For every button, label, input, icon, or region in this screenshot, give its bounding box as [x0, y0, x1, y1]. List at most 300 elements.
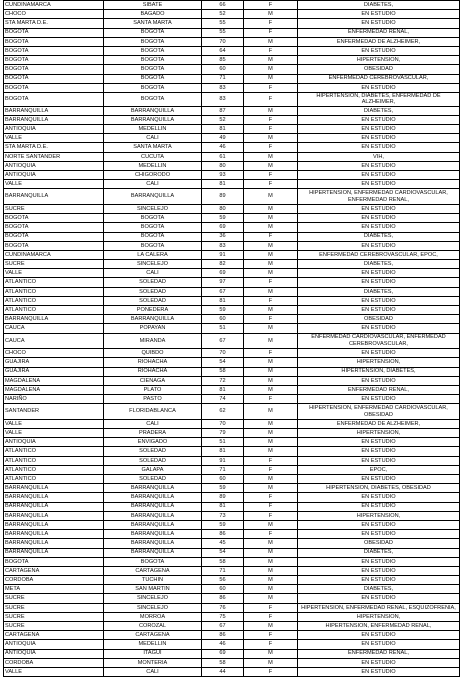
sex-cell: M: [244, 324, 298, 333]
municipality-cell: LA CALERA: [104, 250, 202, 259]
age-cell: 58: [202, 367, 244, 376]
age-cell: 76: [202, 603, 244, 612]
sex-cell: F: [244, 349, 298, 358]
department-cell: SUCRE: [4, 612, 104, 621]
diagnosis-cell: EN ESTUDIO: [298, 667, 460, 676]
table-row: [4, 19, 460, 28]
table-row: [4, 287, 460, 296]
municipality-cell: COROZAL: [104, 622, 202, 631]
sex-cell: M: [244, 594, 298, 603]
table-row: [4, 204, 460, 213]
age-cell: 54: [202, 548, 244, 557]
sex-cell: M: [244, 10, 298, 19]
table-row: [4, 429, 460, 438]
age-cell: 62: [202, 404, 244, 420]
age-cell: 54: [202, 358, 244, 367]
municipality-cell: SOLEDAD: [104, 475, 202, 484]
table-row: [4, 83, 460, 92]
diagnosis-cell: EN ESTUDIO: [298, 594, 460, 603]
sex-cell: M: [244, 419, 298, 428]
sex-cell: F: [244, 530, 298, 539]
municipality-cell: MIRANDA: [104, 333, 202, 349]
table-row: [4, 358, 460, 367]
diagnosis-cell: DIABETES,: [298, 585, 460, 594]
diagnosis-cell: OBESIDAD: [298, 539, 460, 548]
municipality-cell: TUCHIN: [104, 576, 202, 585]
municipality-cell: BOGOTA: [104, 214, 202, 223]
municipality-cell: PLATO: [104, 385, 202, 394]
age-cell: 81: [202, 385, 244, 394]
department-cell: CUNDINAMARCA: [4, 1, 104, 10]
sex-cell: F: [244, 502, 298, 511]
sex-cell: M: [244, 204, 298, 213]
table-row: [4, 180, 460, 189]
municipality-cell: BARRANQUILLA: [104, 548, 202, 557]
diagnosis-cell: VIH,: [298, 152, 460, 161]
sex-cell: M: [244, 475, 298, 484]
diagnosis-cell: EN ESTUDIO: [298, 349, 460, 358]
age-cell: 36: [202, 232, 244, 241]
department-cell: ANTIOQUIA: [4, 125, 104, 134]
municipality-cell: BARRANQUILLA: [104, 493, 202, 502]
table-row: [4, 566, 460, 575]
table-row: [4, 419, 460, 428]
diagnosis-cell: ENFERMEDAD RENAL,: [298, 28, 460, 37]
diagnosis-cell: DIABETES,: [298, 287, 460, 296]
sex-cell: M: [244, 74, 298, 83]
sex-cell: F: [244, 180, 298, 189]
table-row: [4, 46, 460, 55]
municipality-cell: BARRANQUILLA: [104, 502, 202, 511]
sex-cell: F: [244, 46, 298, 55]
department-cell: ATLANTICO: [4, 465, 104, 474]
diagnosis-cell: EN ESTUDIO: [298, 180, 460, 189]
age-cell: 80: [202, 204, 244, 213]
sex-cell: M: [244, 287, 298, 296]
table-row: [4, 612, 460, 621]
department-cell: ATLANTICO: [4, 306, 104, 315]
table-row: [4, 333, 460, 349]
sex-cell: F: [244, 83, 298, 92]
table-row: [4, 376, 460, 385]
sex-cell: M: [244, 161, 298, 170]
municipality-cell: BARRANQUILLA: [104, 520, 202, 529]
municipality-cell: BOGOTA: [104, 74, 202, 83]
age-cell: 60: [202, 65, 244, 74]
municipality-cell: RIOHACHA: [104, 358, 202, 367]
municipality-cell: SINCELEJO: [104, 603, 202, 612]
diagnosis-cell: DIABETES,: [298, 1, 460, 10]
department-cell: ATLANTICO: [4, 296, 104, 305]
age-cell: 60: [202, 475, 244, 484]
table-row: [4, 640, 460, 649]
age-cell: 70: [202, 37, 244, 46]
sex-cell: M: [244, 385, 298, 394]
age-cell: 89: [202, 189, 244, 205]
table-row: [4, 189, 460, 205]
sex-cell: M: [244, 214, 298, 223]
table-row: [4, 10, 460, 19]
department-cell: ATLANTICO: [4, 278, 104, 287]
table-row: [4, 475, 460, 484]
sex-cell: M: [244, 189, 298, 205]
sex-cell: M: [244, 539, 298, 548]
department-cell: ATLANTICO: [4, 456, 104, 465]
table-row: [4, 278, 460, 287]
table-row: [4, 404, 460, 420]
diagnosis-cell: EN ESTUDIO: [298, 171, 460, 180]
municipality-cell: MONTERIA: [104, 658, 202, 667]
case-table-sheet: [3, 0, 459, 677]
department-cell: BARRANQUILLA: [4, 315, 104, 324]
department-cell: BARRANQUILLA: [4, 548, 104, 557]
municipality-cell: SANTA MARTA: [104, 19, 202, 28]
diagnosis-cell: EN ESTUDIO: [298, 493, 460, 502]
sex-cell: F: [244, 278, 298, 287]
age-cell: 67: [202, 622, 244, 631]
sex-cell: F: [244, 456, 298, 465]
sex-cell: M: [244, 622, 298, 631]
sex-cell: F: [244, 92, 298, 106]
municipality-cell: CUCUTA: [104, 152, 202, 161]
table-row: [4, 585, 460, 594]
table-row: [4, 649, 460, 658]
table-row: [4, 603, 460, 612]
department-cell: CHOCO: [4, 10, 104, 19]
table-row: [4, 385, 460, 394]
age-cell: 74: [202, 395, 244, 404]
municipality-cell: SOLEDAD: [104, 287, 202, 296]
diagnosis-cell: HIPERTENSION, ENFERMEDAD RENAL, ESQUIZOFRENIA,: [298, 603, 460, 612]
department-cell: ATLANTICO: [4, 287, 104, 296]
municipality-cell: CHIGORODO: [104, 171, 202, 180]
sex-cell: F: [244, 493, 298, 502]
sex-cell: M: [244, 333, 298, 349]
sex-cell: F: [244, 28, 298, 37]
department-cell: STA MARTA D.E.: [4, 143, 104, 152]
sex-cell: M: [244, 658, 298, 667]
sex-cell: M: [244, 306, 298, 315]
diagnosis-cell: EN ESTUDIO: [298, 223, 460, 232]
department-cell: NORTE SANTANDER: [4, 152, 104, 161]
department-cell: BOGOTA: [4, 223, 104, 232]
department-cell: BOGOTA: [4, 214, 104, 223]
department-cell: BARRANQUILLA: [4, 530, 104, 539]
municipality-cell: CALI: [104, 180, 202, 189]
sex-cell: M: [244, 429, 298, 438]
age-cell: 81: [202, 180, 244, 189]
municipality-cell: BOGOTA: [104, 241, 202, 250]
table-row: [4, 557, 460, 566]
municipality-cell: SINCELEJO: [104, 204, 202, 213]
municipality-cell: BAGADO: [104, 10, 202, 19]
municipality-cell: BOGOTA: [104, 92, 202, 106]
department-cell: NARIÑO: [4, 395, 104, 404]
age-cell: 93: [202, 171, 244, 180]
sex-cell: F: [244, 296, 298, 305]
table-row: [4, 74, 460, 83]
diagnosis-cell: EN ESTUDIO: [298, 46, 460, 55]
department-cell: BOGOTA: [4, 92, 104, 106]
sex-cell: F: [244, 171, 298, 180]
diagnosis-cell: HIPERTENSION,: [298, 612, 460, 621]
table-row: [4, 594, 460, 603]
sex-cell: M: [244, 548, 298, 557]
table-row: [4, 37, 460, 46]
age-cell: 86: [202, 530, 244, 539]
department-cell: BARRANQUILLA: [4, 106, 104, 115]
municipality-cell: PASTO: [104, 395, 202, 404]
age-cell: 70: [202, 349, 244, 358]
diagnosis-cell: EN ESTUDIO: [298, 530, 460, 539]
department-cell: MAGDALENA: [4, 376, 104, 385]
sex-cell: M: [244, 269, 298, 278]
age-cell: 59: [202, 520, 244, 529]
table-row: [4, 502, 460, 511]
municipality-cell: MEDELLIN: [104, 161, 202, 170]
sex-cell: F: [244, 603, 298, 612]
diagnosis-cell: EN ESTUDIO: [298, 557, 460, 566]
age-cell: 67: [202, 287, 244, 296]
department-cell: BOGOTA: [4, 557, 104, 566]
age-cell: 46: [202, 143, 244, 152]
department-cell: VALLE: [4, 667, 104, 676]
municipality-cell: PONEDERA: [104, 306, 202, 315]
age-cell: 64: [202, 46, 244, 55]
age-cell: 60: [202, 585, 244, 594]
age-cell: 86: [202, 594, 244, 603]
department-cell: STA MARTA D.E.: [4, 19, 104, 28]
table-row: [4, 658, 460, 667]
sex-cell: F: [244, 19, 298, 28]
age-cell: 71: [202, 465, 244, 474]
department-cell: ATLANTICO: [4, 475, 104, 484]
department-cell: ANTIOQUIA: [4, 649, 104, 658]
sex-cell: F: [244, 125, 298, 134]
table-row: [4, 171, 460, 180]
department-cell: VALLE: [4, 429, 104, 438]
diagnosis-cell: EN ESTUDIO: [298, 19, 460, 28]
diagnosis-cell: EN ESTUDIO: [298, 296, 460, 305]
sex-cell: M: [244, 56, 298, 65]
municipality-cell: BOGOTA: [104, 28, 202, 37]
age-cell: 51: [202, 324, 244, 333]
department-cell: CORDOBA: [4, 658, 104, 667]
municipality-cell: SOLEDAD: [104, 296, 202, 305]
department-cell: SUCRE: [4, 594, 104, 603]
department-cell: SANTANDER: [4, 404, 104, 420]
diagnosis-cell: OBESIDAD: [298, 315, 460, 324]
municipality-cell: ENVIGADO: [104, 438, 202, 447]
municipality-cell: GALAPA: [104, 465, 202, 474]
diagnosis-cell: EN ESTUDIO: [298, 83, 460, 92]
department-cell: CARTAGENA: [4, 566, 104, 575]
age-cell: 61: [202, 152, 244, 161]
table-row: [4, 315, 460, 324]
table-row: [4, 115, 460, 124]
sex-cell: M: [244, 223, 298, 232]
table-row: [4, 65, 460, 74]
diagnosis-cell: EN ESTUDIO: [298, 324, 460, 333]
diagnosis-cell: ENFERMEDAD CARDIOVASCULAR, ENFERMEDAD CEREBROVASCULAR,: [298, 333, 460, 349]
department-cell: MAGDALENA: [4, 385, 104, 394]
sex-cell: M: [244, 106, 298, 115]
table-row: [4, 456, 460, 465]
diagnosis-cell: EN ESTUDIO: [298, 631, 460, 640]
sex-cell: M: [244, 152, 298, 161]
department-cell: BARRANQUILLA: [4, 493, 104, 502]
municipality-cell: BARRANQUILLA: [104, 115, 202, 124]
table-row: [4, 56, 460, 65]
municipality-cell: BOGOTA: [104, 223, 202, 232]
age-cell: 55: [202, 28, 244, 37]
sex-cell: M: [244, 260, 298, 269]
municipality-cell: SINCELEJO: [104, 260, 202, 269]
municipality-cell: BARRANQUILLA: [104, 511, 202, 520]
table-row: [4, 161, 460, 170]
sex-cell: F: [244, 232, 298, 241]
table-row: [4, 324, 460, 333]
department-cell: BOGOTA: [4, 74, 104, 83]
age-cell: 71: [202, 566, 244, 575]
age-cell: 97: [202, 278, 244, 287]
diagnosis-cell: EN ESTUDIO: [298, 566, 460, 575]
table-row: [4, 106, 460, 115]
age-cell: 75: [202, 612, 244, 621]
department-cell: ANTIOQUIA: [4, 438, 104, 447]
municipality-cell: SANTA MARTA: [104, 143, 202, 152]
department-cell: ANTIOQUIA: [4, 640, 104, 649]
table-row: [4, 622, 460, 631]
department-cell: BOGOTA: [4, 232, 104, 241]
age-cell: 83: [202, 241, 244, 250]
table-row: [4, 493, 460, 502]
table-row: [4, 395, 460, 404]
age-cell: 91: [202, 250, 244, 259]
department-cell: VALLE: [4, 180, 104, 189]
department-cell: CUNDINAMARCA: [4, 250, 104, 259]
municipality-cell: CALI: [104, 419, 202, 428]
age-cell: 66: [202, 1, 244, 10]
age-cell: 58: [202, 658, 244, 667]
age-cell: 83: [202, 92, 244, 106]
case-table: [3, 0, 460, 677]
age-cell: 70: [202, 419, 244, 428]
table-row: [4, 367, 460, 376]
department-cell: META: [4, 585, 104, 594]
municipality-cell: MEDELLIN: [104, 125, 202, 134]
sex-cell: F: [244, 115, 298, 124]
municipality-cell: CIENAGA: [104, 376, 202, 385]
age-cell: 52: [202, 115, 244, 124]
table-row: [4, 511, 460, 520]
age-cell: 81: [202, 296, 244, 305]
sex-cell: F: [244, 465, 298, 474]
sex-cell: M: [244, 557, 298, 566]
sex-cell: M: [244, 358, 298, 367]
age-cell: 58: [202, 557, 244, 566]
municipality-cell: SOLEDAD: [104, 278, 202, 287]
sex-cell: F: [244, 143, 298, 152]
diagnosis-cell: ENFERMEDAD RENAL,: [298, 649, 460, 658]
diagnosis-cell: EN ESTUDIO: [298, 447, 460, 456]
age-cell: 85: [202, 56, 244, 65]
municipality-cell: ITAGUI: [104, 649, 202, 658]
age-cell: 79: [202, 429, 244, 438]
diagnosis-cell: EN ESTUDIO: [298, 214, 460, 223]
department-cell: ANTIOQUIA: [4, 161, 104, 170]
age-cell: 83: [202, 83, 244, 92]
sex-cell: M: [244, 649, 298, 658]
municipality-cell: BARRANQUILLA: [104, 189, 202, 205]
sex-cell: M: [244, 376, 298, 385]
diagnosis-cell: ENFERMEDAD DE ALZHEIMER,: [298, 419, 460, 428]
diagnosis-cell: EN ESTUDIO: [298, 395, 460, 404]
sex-cell: F: [244, 667, 298, 676]
age-cell: 55: [202, 19, 244, 28]
table-row: [4, 631, 460, 640]
diagnosis-cell: EN ESTUDIO: [298, 456, 460, 465]
sex-cell: F: [244, 640, 298, 649]
department-cell: BOGOTA: [4, 241, 104, 250]
department-cell: VALLE: [4, 419, 104, 428]
municipality-cell: CALI: [104, 134, 202, 143]
diagnosis-cell: ENFERMEDAD CEREBROVASCULAR,: [298, 74, 460, 83]
diagnosis-cell: EN ESTUDIO: [298, 143, 460, 152]
department-cell: CHOCO: [4, 349, 104, 358]
age-cell: 69: [202, 649, 244, 658]
department-cell: CARTAGENA: [4, 631, 104, 640]
sex-cell: M: [244, 134, 298, 143]
age-cell: 89: [202, 493, 244, 502]
department-cell: BOGOTA: [4, 46, 104, 55]
department-cell: CAUCA: [4, 333, 104, 349]
municipality-cell: BARRANQUILLA: [104, 530, 202, 539]
table-row: [4, 520, 460, 529]
department-cell: BOGOTA: [4, 56, 104, 65]
diagnosis-cell: ENFERMEDAD DE ALZHEIMER,: [298, 37, 460, 46]
table-row: [4, 530, 460, 539]
diagnosis-cell: ENFERMEDAD CEREBROVASCULAR, EPOC,: [298, 250, 460, 259]
age-cell: 87: [202, 106, 244, 115]
diagnosis-cell: DIABETES,: [298, 232, 460, 241]
age-cell: 69: [202, 269, 244, 278]
age-cell: 59: [202, 214, 244, 223]
department-cell: CAUCA: [4, 324, 104, 333]
sex-cell: F: [244, 1, 298, 10]
table-row: [4, 465, 460, 474]
diagnosis-cell: EPOC,: [298, 465, 460, 474]
age-cell: 71: [202, 74, 244, 83]
diagnosis-cell: EN ESTUDIO: [298, 475, 460, 484]
diagnosis-cell: EN ESTUDIO: [298, 306, 460, 315]
diagnosis-cell: HIPERTENSION, DIABETES, ENFERMEDAD DE ALZHEIMER,: [298, 92, 460, 106]
sex-cell: F: [244, 612, 298, 621]
age-cell: 52: [202, 10, 244, 19]
municipality-cell: SOLEDAD: [104, 447, 202, 456]
diagnosis-cell: EN ESTUDIO: [298, 204, 460, 213]
table-row: [4, 548, 460, 557]
municipality-cell: POPAYAN: [104, 324, 202, 333]
diagnosis-cell: HIPERTENSION,: [298, 358, 460, 367]
diagnosis-cell: HIPERTENSION, ENFERMEDAD CARDIOVASCULAR, ENFERMEDAD RENAL,: [298, 189, 460, 205]
municipality-cell: BOGOTA: [104, 65, 202, 74]
municipality-cell: CALI: [104, 667, 202, 676]
sex-cell: M: [244, 585, 298, 594]
table-row: [4, 484, 460, 493]
diagnosis-cell: EN ESTUDIO: [298, 269, 460, 278]
diagnosis-cell: EN ESTUDIO: [298, 241, 460, 250]
